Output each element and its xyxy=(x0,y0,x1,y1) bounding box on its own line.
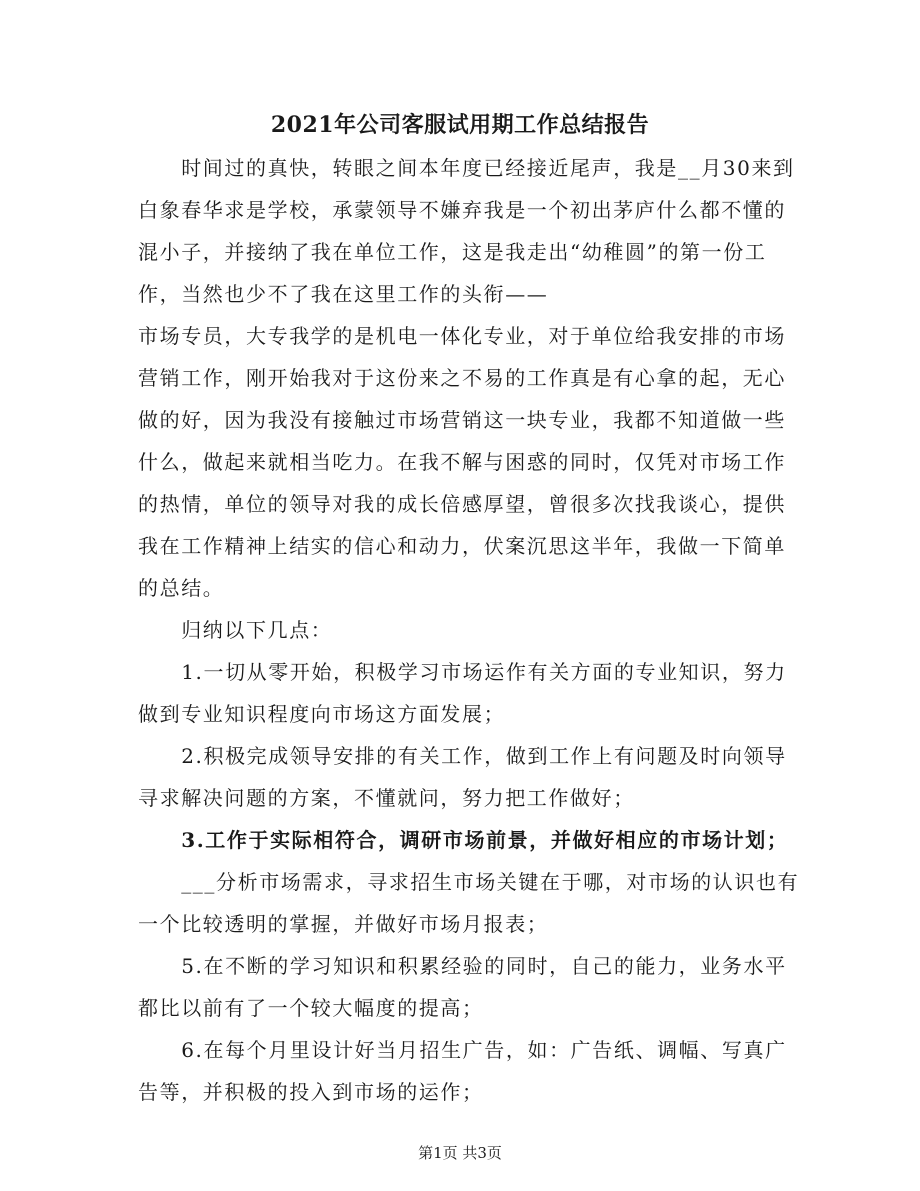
paragraph-line: 市场专员，大专我学的是机电一体化专业，对于单位给我安排的市场 xyxy=(138,324,786,348)
paragraph-line: 归纳以下几点： xyxy=(138,618,333,642)
list-item-line: 告等，并积极的投入到市场的运作； xyxy=(138,1080,484,1104)
paragraph-line: 的总结。 xyxy=(138,576,225,600)
page-footer: 第1页 共3页 xyxy=(418,1144,502,1162)
paragraph-line: 混小子，并接纳了我在单位工作，这是我走出“幼稚圆”的第一份工 xyxy=(138,240,767,264)
paragraph-line: 时间过的真快，转眼之间本年度已经接近尾声，我是__月30来到 xyxy=(138,156,795,180)
list-item-line: 6.在每个月里设计好当月招生广告，如：广告纸、调幅、写真广 xyxy=(138,1038,787,1062)
paragraph-line: 什么，做起来就相当吃力。在我不解与困惑的同时，仅凭对市场工作 xyxy=(138,450,786,474)
list-item-line: 寻求解决问题的方案，不懂就问，努力把工作做好； xyxy=(138,786,635,810)
list-item-line: 5.在不断的学习知识和积累经验的同时，自己的能力，业务水平 xyxy=(138,954,787,978)
list-item-line: 做到专业知识程度向市场这方面发展； xyxy=(138,702,506,726)
paragraph-line: 的热情，单位的领导对我的成长倍感厚望，曾很多次找我谈心，提供 xyxy=(138,492,786,516)
list-item-line: 一个比较透明的掌握，并做好市场月报表； xyxy=(138,912,549,936)
list-item-line: 1.一切从零开始，积极学习市场运作有关方面的专业知识，努力 xyxy=(138,660,787,684)
paragraph-line: 营销工作，刚开始我对于这份来之不易的工作真是有心拿的起，无心 xyxy=(138,366,786,390)
list-item-line: 都比以前有了一个较大幅度的提高； xyxy=(138,996,484,1020)
paragraph-line: 做的好，因为我没有接触过市场营销这一块专业，我都不知道做一些 xyxy=(138,408,786,432)
list-item-line: 2.积极完成领导安排的有关工作，做到工作上有问题及时向领导 xyxy=(138,744,787,768)
list-item-line: ___分析市场需求，寻求招生市场关键在于哪，对市场的认识也有 xyxy=(138,870,800,894)
paragraph-line: 白象春华求是学校，承蒙领导不嫌弃我是一个初出茅庐什么都不懂的 xyxy=(138,198,786,222)
list-item-line-bold: 3.工作于实际相符合，调研市场前景，并做好相应的市场计划； xyxy=(138,828,789,852)
document-title: 2021年公司客服试用期工作总结报告 xyxy=(270,112,650,138)
paragraph-line: 我在工作精神上结实的信心和动力，伏案沉思这半年，我做一下简单 xyxy=(138,534,786,558)
paragraph-line: 作，当然也少不了我在这里工作的头衔—— xyxy=(138,282,549,306)
